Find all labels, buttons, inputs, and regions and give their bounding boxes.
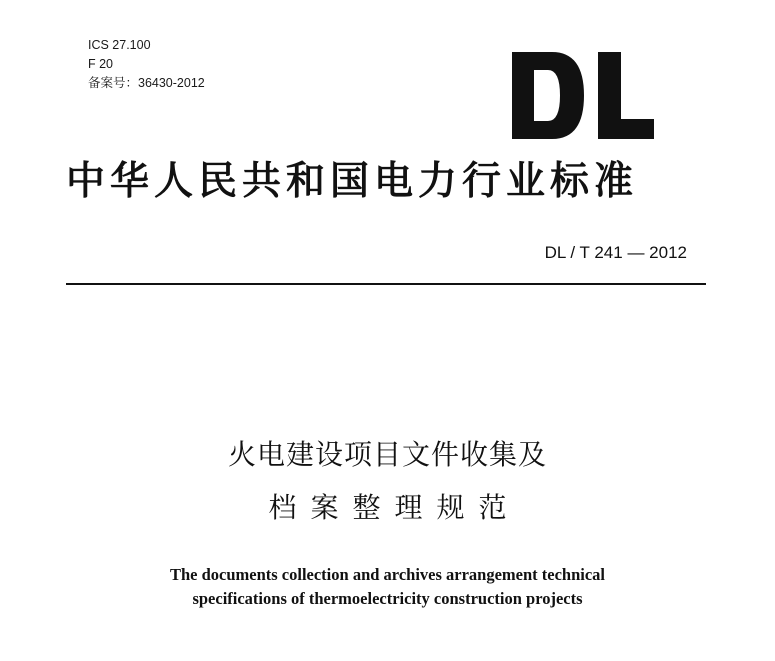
standard-number: DL / T 241 — 2012 (544, 243, 687, 262)
header-divider (66, 283, 706, 285)
document-title-cn-line1: 火电建设项目文件收集及 (227, 438, 547, 471)
document-title-en-line1: The documents collection and archives arrangement technical (169, 565, 606, 584)
category-code: F 20 (88, 57, 114, 71)
ics-code: ICS 27.100 (88, 38, 151, 52)
standard-title: 中华人民共和国电力行业标准 (66, 159, 639, 204)
classification-block (88, 36, 205, 93)
dl-logo (508, 48, 658, 143)
document-title-cn-line2: 档案整理规范 (268, 491, 521, 524)
document-title-en-line2: specifications of thermoelectricity construction projects (192, 589, 583, 608)
record-number: 备案号：36430-2012 (88, 76, 205, 90)
